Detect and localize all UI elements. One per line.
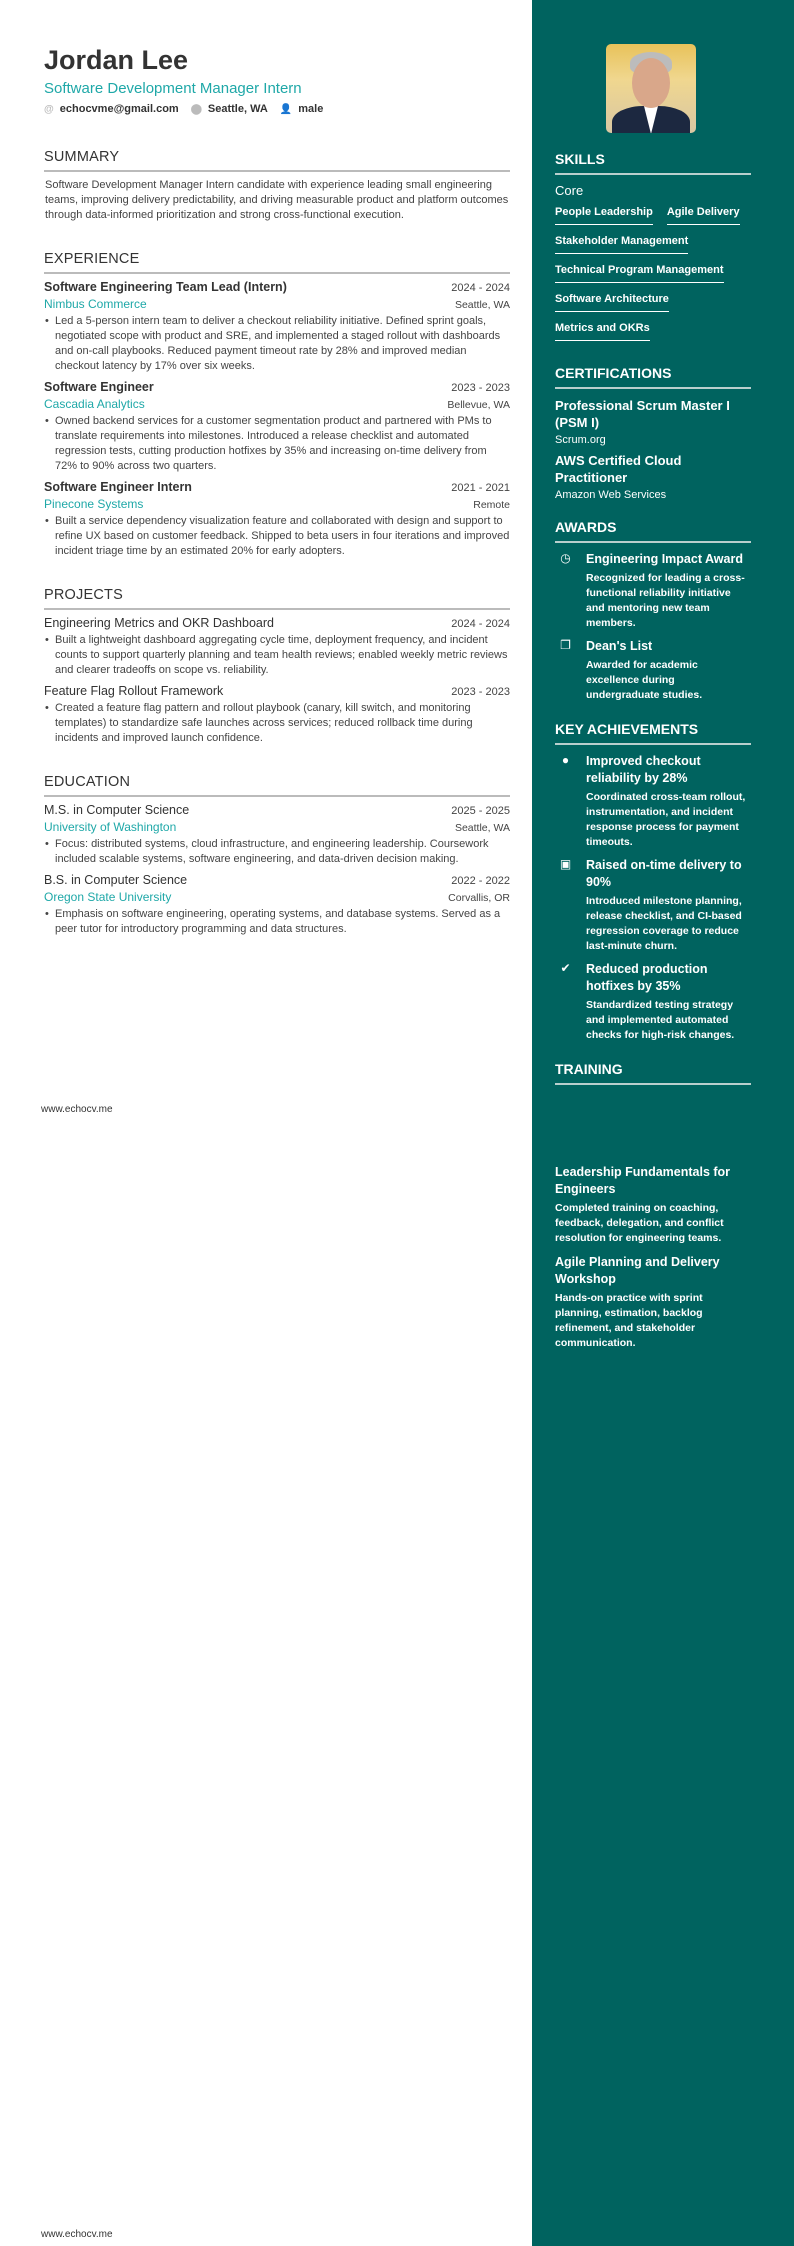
- job-location: Seattle, WA: [454, 299, 510, 311]
- project-title: Feature Flag Rollout Framework: [44, 684, 224, 698]
- achievements-title: Improved checkout reliability by 28%: [586, 754, 701, 785]
- training-heading: TRAINING: [555, 1061, 751, 1085]
- job-location: Remote: [473, 499, 510, 511]
- awards-text: [586, 638, 751, 703]
- book-icon: ▣: [559, 857, 572, 871]
- achievements-title: Reduced production hotfixes by 35%: [586, 962, 708, 993]
- achievements-item: [555, 961, 751, 1043]
- achievements-text: [586, 857, 751, 954]
- bullet-list: [44, 837, 510, 867]
- bullet-item: • Created a feature flag pattern and rollout playbook (canary, kill switch, and monitoring templates) to standardize safe launches across services; reduced rollback time during incidents and improved launch confidence.: [44, 701, 510, 746]
- awards-title: Engineering Impact Award: [586, 552, 743, 566]
- degree: M.S. in Computer Science: [44, 803, 190, 817]
- school-name: Oregon State University: [44, 890, 172, 904]
- training-title: Leadership Fundamentals for Engineers: [555, 1165, 731, 1196]
- achievements-item: [555, 857, 751, 954]
- skill-chip: Technical Program Management: [555, 260, 724, 283]
- certifications-heading: CERTIFICATIONS: [555, 365, 751, 389]
- footer-link[interactable]: www.echocv.me: [41, 1104, 113, 1115]
- entry-org-row: [44, 494, 510, 511]
- candidate-name: Jordan Lee: [44, 45, 189, 75]
- bullet-item: • Owned backend services for a customer segmentation product and partnered with PMs to translate requirements into milestones. Introduced a release checklist and automated regression tests, cutting production hotfixes by 35% and increasing on-time delivery from 72% to 90% across two quarters.: [44, 414, 510, 474]
- bullet-list: [44, 514, 510, 559]
- education-dates: 2022 - 2022: [451, 875, 510, 887]
- bullet-list: [44, 314, 510, 374]
- job-dates: 2024 - 2024: [451, 282, 510, 294]
- projects-heading: PROJECTS: [44, 587, 510, 610]
- entry-org-row: [44, 294, 510, 311]
- achievements-heading: KEY ACHIEVEMENTS: [555, 721, 751, 745]
- training-list: [555, 1156, 751, 1351]
- awards-text: [586, 551, 751, 631]
- certification-issuer: Amazon Web Services: [555, 489, 667, 501]
- entry-org-row: [44, 394, 510, 411]
- job-title: Software Engineer: [44, 380, 154, 394]
- company-name: Nimbus Commerce: [44, 297, 147, 311]
- bullet-list: [44, 414, 510, 474]
- awards-description: Recognized for leading a cross-functional reliability initiative and mentoring new team members.: [586, 572, 745, 629]
- entry-header-row: [44, 803, 510, 817]
- job-location: Bellevue, WA: [447, 399, 510, 411]
- bullet-list: [44, 633, 510, 678]
- school-name: University of Washington: [44, 820, 177, 834]
- education-heading: EDUCATION: [44, 774, 510, 797]
- achievements-text: [586, 961, 751, 1043]
- chat-bubble-icon: ●: [561, 753, 570, 767]
- skill-chip: Stakeholder Management: [555, 231, 688, 254]
- location: Seattle, WA: [207, 103, 268, 115]
- location-pin-icon: ⬤: [190, 104, 202, 115]
- entry-header-row: [44, 873, 510, 887]
- profile-photo: [606, 44, 696, 133]
- job-dates: 2023 - 2023: [451, 382, 510, 394]
- education-dates: 2025 - 2025: [451, 805, 510, 817]
- degree: B.S. in Computer Science: [44, 873, 188, 887]
- bullet-item: • Emphasis on software engineering, operating systems, and database systems. Served as a peer tutor for introductory programming and data structures.: [44, 907, 510, 937]
- email[interactable]: echocvme@gmail.com: [59, 103, 179, 115]
- company-name: Pinecone Systems: [44, 497, 144, 511]
- job-title: Software Engineering Team Lead (Intern): [44, 280, 287, 294]
- achievements-description: Standardized testing strategy and implemented automated checks for high-risk changes.: [586, 999, 735, 1041]
- entry-org-row: [44, 887, 510, 904]
- clock-icon: ◷: [560, 551, 571, 565]
- contact-info: [44, 103, 510, 115]
- sidebar: [532, 0, 794, 2246]
- achievements-text: [586, 753, 751, 850]
- bullet-item: • Led a 5-person intern team to deliver a checkout reliability initiative. Defined sprint goals, negotiated scope with product and SRE, and implemented a staged rollout with dashboards and on-call playbooks. Reduced payment timeout rate by 28% and improved median checkout latency by 17% over six weeks.: [44, 314, 510, 374]
- bullet-list: [44, 907, 510, 937]
- skill-chip: Metrics and OKRs: [555, 318, 650, 341]
- achievements-item: [555, 753, 751, 850]
- experience-entry: [44, 380, 510, 474]
- education-entry: [44, 803, 510, 867]
- entry-header-row: [44, 280, 510, 294]
- entry-header-row: [44, 480, 510, 494]
- certification-name: AWS Certified Cloud Practitioner: [555, 453, 682, 485]
- check-circle-icon: ✔: [560, 961, 571, 975]
- achievements-title: Raised on-time delivery to 90%: [586, 858, 742, 889]
- bullet-item: • Built a lightweight dashboard aggregating cycle time, deployment frequency, and incident counts to support quarterly planning and team health reviews; enabled weekly metric reviews and clearer tradeoffs on scope vs. reliability.: [44, 633, 510, 678]
- bullet-item: • Built a service dependency visualization feature and collaborated with design and support to refine UX based on customer feedback. Shipped to beta users in four iterations and improved incident triage time by an estimated 20% for early adopters.: [44, 514, 510, 559]
- main-column: [44, 44, 510, 937]
- project-entry: [44, 616, 510, 678]
- entry-header-row: [44, 380, 510, 394]
- project-dates: 2023 - 2023: [451, 686, 510, 698]
- school-location: Corvallis, OR: [448, 892, 510, 904]
- bullet-list: [44, 701, 510, 746]
- at-icon: @: [44, 104, 54, 115]
- achievements-description: Coordinated cross-team rollout, instrumentation, and incident response process for payment timeouts.: [586, 791, 746, 848]
- skill-chip: People Leadership: [555, 202, 653, 225]
- bullet-item: • Focus: distributed systems, cloud infrastructure, and engineering leadership. Coursework included scalable systems, software engineering, and data-driven decision making.: [44, 837, 510, 867]
- skills-heading: SKILLS: [555, 151, 751, 175]
- entry-header-row: [44, 616, 510, 630]
- documents-icon: ❐: [560, 638, 571, 652]
- project-dates: 2024 - 2024: [451, 618, 510, 630]
- person-icon: 👤: [279, 104, 293, 115]
- entry-header-row: [44, 684, 510, 698]
- skill-chip: Software Architecture: [555, 289, 669, 312]
- experience-entry: [44, 480, 510, 559]
- sidebar-content: [555, 151, 751, 1093]
- achievements-description: Introduced milestone planning, release checklist, and CI-based regression coverage to reduce last-minute churn.: [586, 895, 742, 952]
- company-name: Cascadia Analytics: [44, 397, 145, 411]
- project-entry: [44, 684, 510, 746]
- school-location: Seattle, WA: [454, 822, 510, 834]
- job-title: Software Engineer Intern: [44, 480, 192, 494]
- certification-name: Professional Scrum Master I (PSM I): [555, 398, 730, 430]
- skills-group: Core: [555, 183, 584, 198]
- certification-issuer: Scrum.org: [555, 434, 606, 446]
- training-description: Hands-on practice with sprint planning, estimation, backlog refinement, and stakeholder communication.: [555, 1292, 703, 1349]
- experience-heading: EXPERIENCE: [44, 251, 510, 274]
- education-entry: [44, 873, 510, 937]
- training-title: Agile Planning and Delivery Workshop: [555, 1255, 720, 1286]
- gender: male: [298, 103, 324, 115]
- footer-link-page2[interactable]: www.echocv.me: [41, 2229, 113, 2240]
- project-title: Engineering Metrics and OKR Dashboard: [44, 616, 274, 630]
- awards-item: [555, 638, 751, 703]
- experience-entry: [44, 280, 510, 374]
- awards-title: Dean's List: [586, 639, 653, 653]
- candidate-title: Software Development Manager Intern: [44, 80, 302, 97]
- job-dates: 2021 - 2021: [451, 482, 510, 494]
- entry-org-row: [44, 817, 510, 834]
- awards-description: Awarded for academic excellence during undergraduate studies.: [586, 659, 703, 701]
- awards-heading: AWARDS: [555, 519, 751, 543]
- training-description: Completed training on coaching, feedback, delegation, and conflict resolution for engineering teams.: [555, 1202, 724, 1244]
- summary-text: Software Development Manager Intern candidate with experience leading small engineering teams, improving delivery predictability, and driving measurable product and platform outcomes through data-informed prioritization and strong cross-functional execution.: [45, 179, 509, 221]
- summary-heading: SUMMARY: [44, 149, 510, 172]
- awards-item: [555, 551, 751, 631]
- skill-chip: Agile Delivery: [667, 202, 740, 225]
